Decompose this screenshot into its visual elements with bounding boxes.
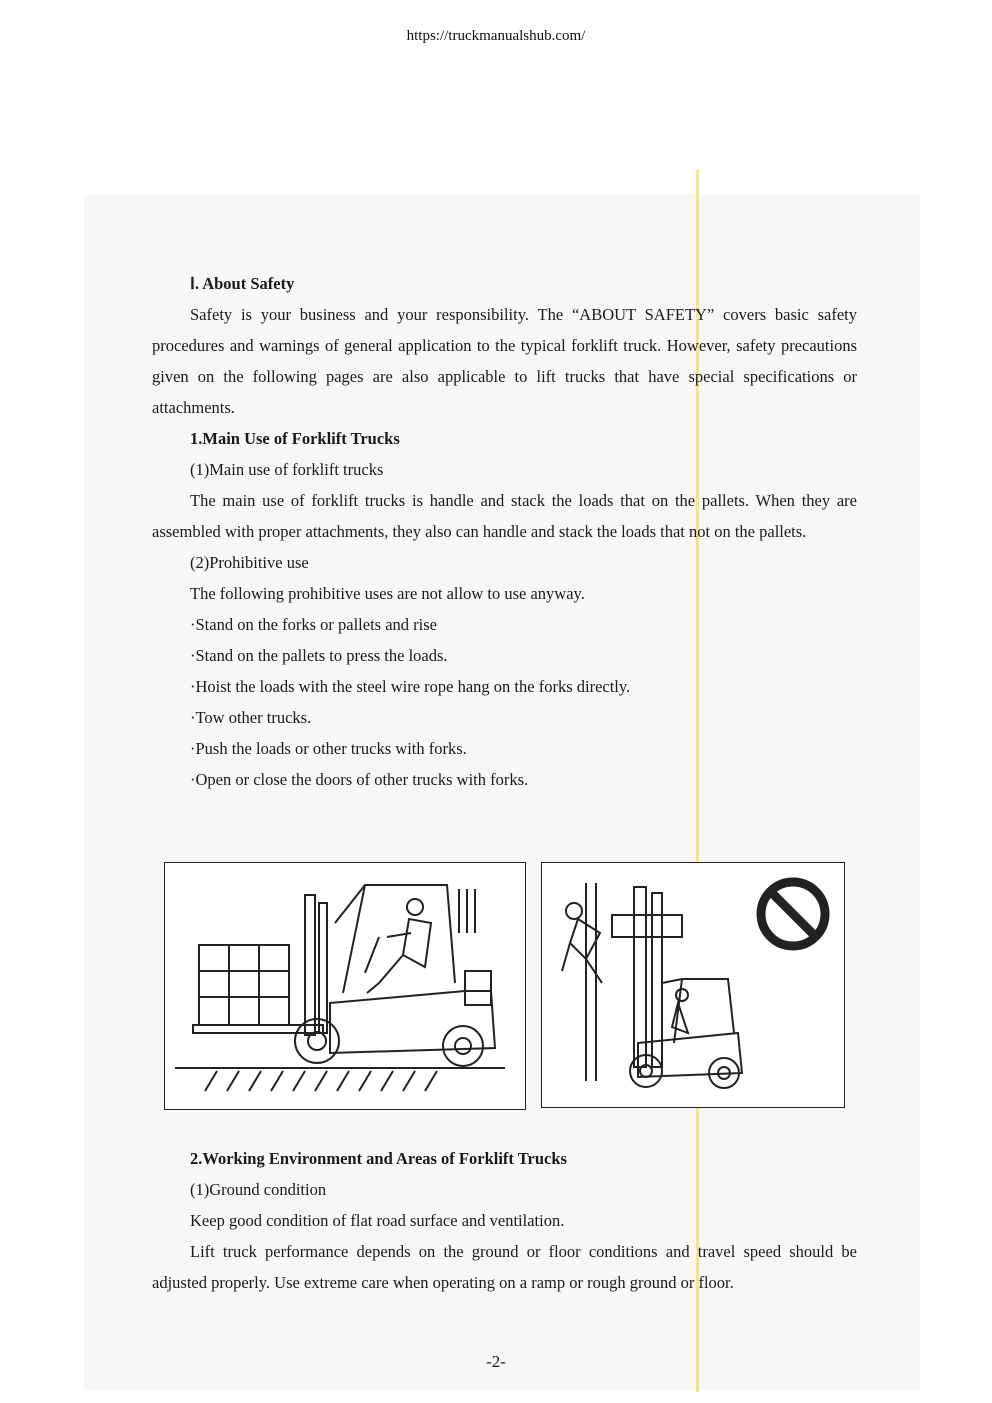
forklift-carrying-pallet-icon (165, 863, 524, 1108)
item-prohibitive-use: (2)Prohibitive use (190, 553, 309, 572)
ground-condition-paragraph: Keep good condition of flat road surface and ventilation. (190, 1211, 565, 1230)
section-title: Ⅰ. About Safety (190, 274, 295, 293)
section-working-environment (152, 1143, 857, 1298)
item-ground-condition: (1)Ground condition (190, 1180, 327, 1199)
list-item: ·Hoist the loads with the steel wire rope hang on the forks directly. (190, 677, 631, 696)
header-url[interactable]: https://truckmanualshub.com/ (406, 28, 586, 44)
list-item: ·Open or close the doors of other trucks with forks. (190, 770, 529, 789)
subsection-title-main-use: 1.Main Use of Forklift Trucks (190, 429, 400, 448)
list-item: ·Tow other trucks. (190, 708, 312, 727)
no-sign-icon (754, 875, 832, 953)
figure-prohibited-riding-forks (541, 862, 845, 1108)
page-number: -2- (486, 1352, 506, 1371)
intro-paragraph: Safety is your business and your responsibility. The “ABOUT SAFETY” covers basic safety procedures and warnings of general application to the typical forklift truck. However, safety precautions given on the following pages are also applicable to lift trucks that have special specifications or attachments. (152, 305, 857, 417)
prohibitive-intro: The following prohibitive uses are not allow to use anyway. (190, 584, 585, 603)
lift-performance-paragraph: Lift truck performance depends on the ground or floor conditions and travel speed should be adjusted properly. Use extreme care when operating on a ramp or rough ground or floor. (152, 1242, 857, 1292)
main-use-paragraph: The main use of forklift trucks is handle and stack the loads that on the pallets. When they are assembled with proper attachments, they also can handle and stack the loads that not on the pallets. (152, 491, 857, 541)
list-item: ·Stand on the pallets to press the loads. (190, 646, 448, 665)
list-item: ·Push the loads or other trucks with forks. (190, 739, 467, 758)
figure-forklift-carrying-load (164, 862, 526, 1110)
item-main-use: (1)Main use of forklift trucks (190, 460, 384, 479)
subsection-title-working-environment: 2.Working Environment and Areas of Forklift Trucks (190, 1149, 567, 1168)
list-item: ·Stand on the forks or pallets and rise (190, 615, 437, 634)
section-about-safety (152, 268, 857, 795)
